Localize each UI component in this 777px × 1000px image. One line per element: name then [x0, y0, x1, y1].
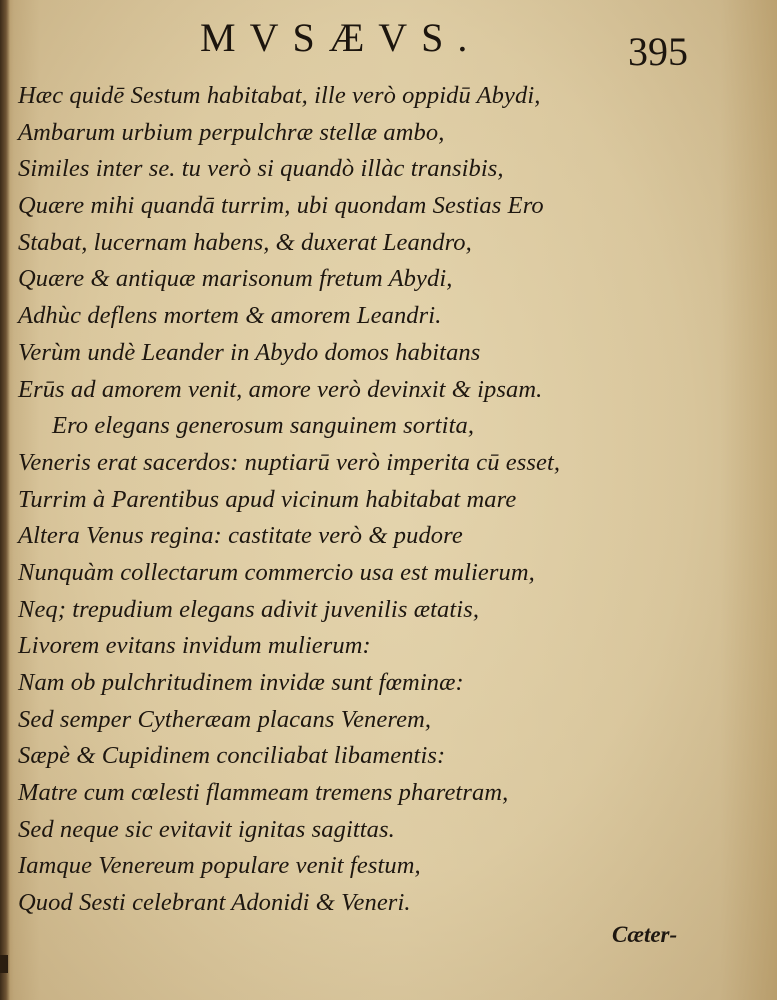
verse-line: Erūs ad amorem venit, amore verò devinxit & ipsam. — [18, 375, 543, 403]
gutter-mark — [0, 955, 8, 973]
verse-line: Neq; trepudium elegans adivit juvenilis ætatis, — [18, 595, 480, 623]
verse-line: Nam ob pulchritudinem invidæ sunt fœminæ: — [18, 669, 464, 696]
verse-line: Ambarum urbium perpulchræ stellæ ambo, — [18, 118, 445, 146]
verse-line: Quære & antiquæ marisonum fretum Abydi, — [18, 265, 453, 293]
verse-line: Quære mihi quandā turrim, ubi quondam Sestias Ero — [18, 192, 544, 220]
verse-line: Matre cum cœlesti flammeam tremens pharetram, — [18, 779, 509, 807]
verse-line: Sæpè & Cupidinem conciliabat libamentis: — [18, 742, 446, 770]
verse-line: Nunquàm collectarum commercio usa est mulierum, — [18, 558, 535, 586]
page-number: 395 — [628, 29, 688, 74]
verse-line: Adhùc deflens mortem & amorem Leandri. — [18, 302, 442, 330]
verse-line: Turrim à Parentibus apud vicinum habitabat mare — [18, 485, 517, 513]
running-head: MVSÆVS. — [200, 15, 482, 60]
verse-line: Livorem evitans invidum mulierum: — [18, 632, 371, 660]
verse-line: Similes inter se. tu verò si quandò illàc transibis, — [18, 155, 504, 183]
verse-line: Altera Venus regina: castitate verò & pudore — [18, 522, 463, 550]
catchword: Cæter- — [612, 922, 678, 947]
verse-line: Quod Sesti celebrant Adonidi & Veneri. — [18, 889, 411, 917]
verse-line: Sed semper Cytheræam placans Venerem, — [18, 705, 432, 733]
verse-line: Veneris erat sacerdos: nuptiarū verò imperita cū esset, — [18, 448, 561, 476]
verse-line: Stabat, lucernam habens, & duxerat Leandro, — [18, 228, 472, 256]
verse-line: Sed neque sic evitavit ignitas sagittas. — [18, 815, 395, 843]
verse-block — [18, 78, 758, 922]
verse-line: Hæc quidē Sestum habitabat, ille verò oppidū Abydi, — [18, 82, 541, 109]
verse-line: Iamque Venereum populare venit festum, — [18, 852, 421, 880]
binding-gutter — [0, 0, 10, 1000]
verse-line: Ero elegans generosum sanguinem sortita, — [52, 412, 475, 440]
verse-line: Verùm undè Leander in Abydo domos habitans — [18, 338, 481, 366]
